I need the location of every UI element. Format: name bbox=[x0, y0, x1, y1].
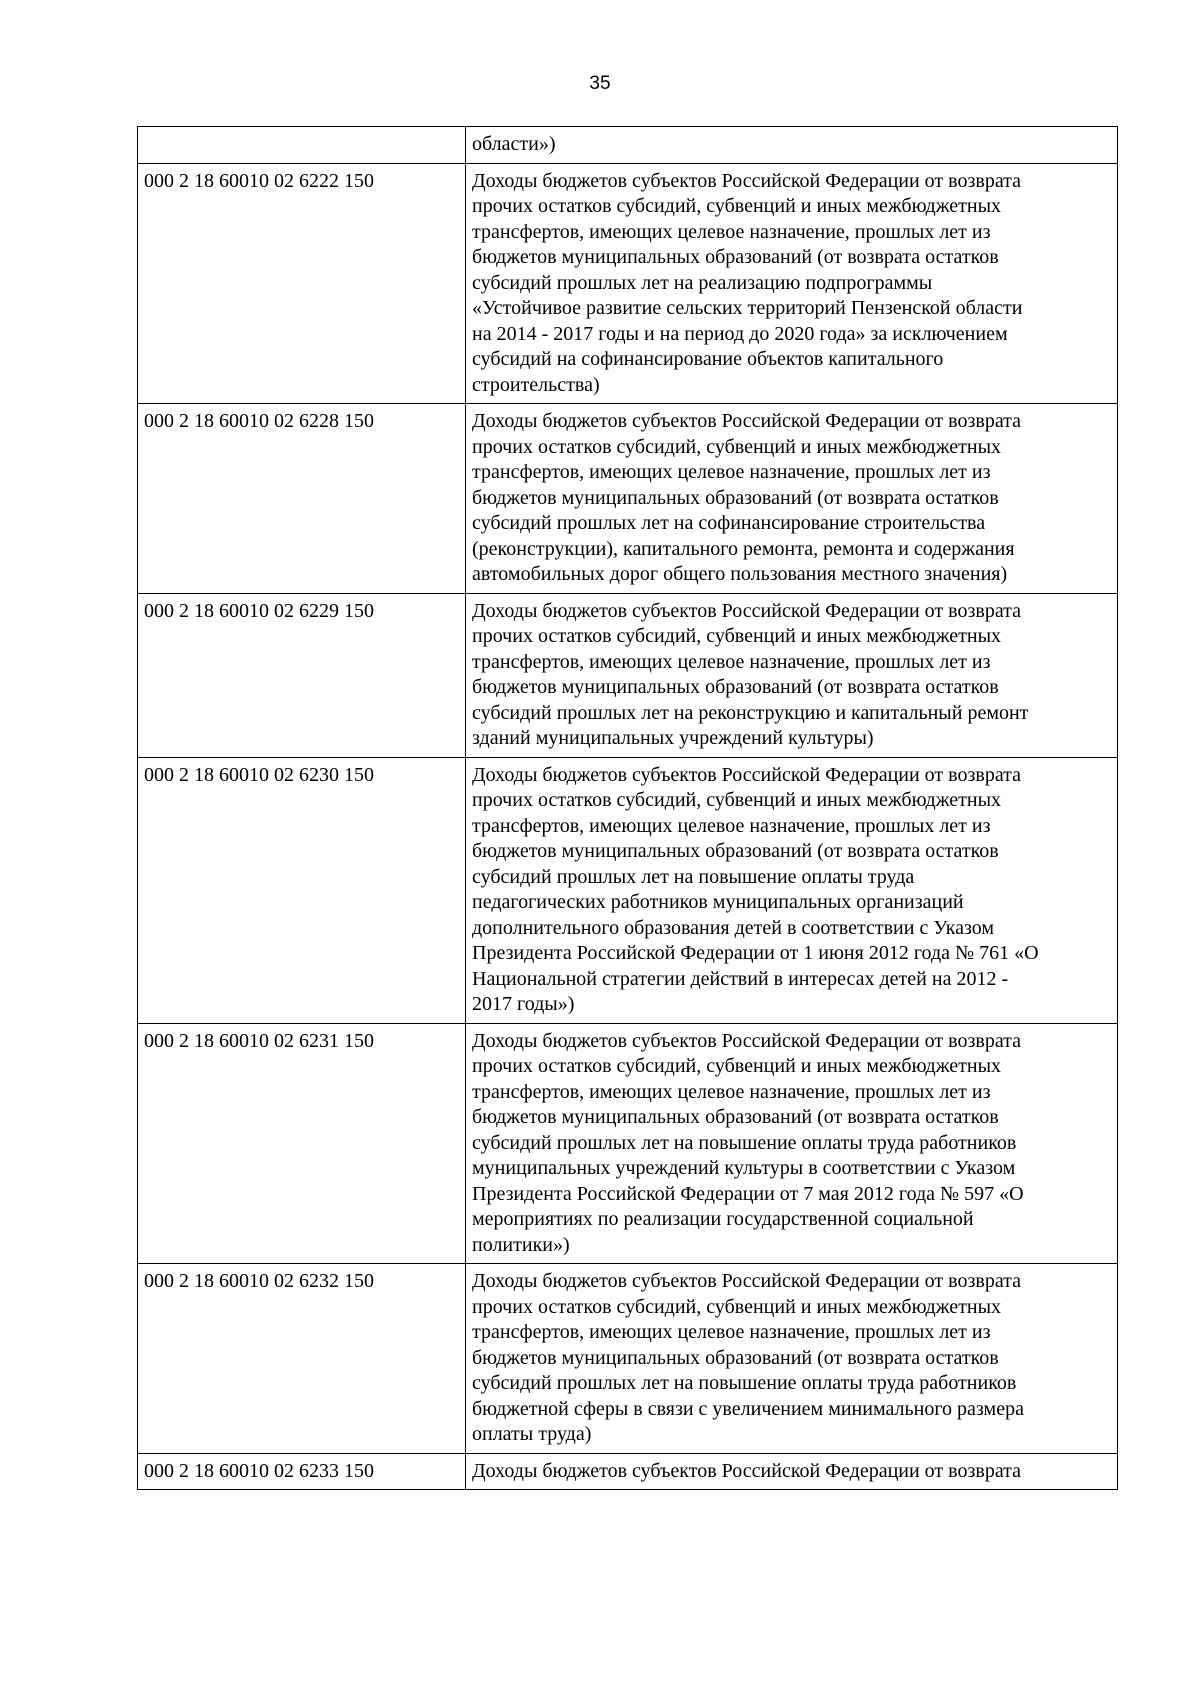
description-line: трансфертов, имеющих целевое назначение, прошлых лет из bbox=[472, 220, 991, 243]
income-description-cell bbox=[466, 757, 1118, 1023]
income-code-cell bbox=[138, 127, 466, 164]
description-line: трансфертов, имеющих целевое назначение, прошлых лет из bbox=[472, 461, 991, 483]
description-line: Доходы бюджетов субъектов Российской Федерации от возврата bbox=[472, 599, 1022, 622]
description-line: бюджетов муниципальных образований (от возврата остатков bbox=[472, 486, 999, 509]
description-line: трансфертов, имеющих целевое назначение, прошлых лет из bbox=[472, 1080, 991, 1103]
description-line: Доходы бюджетов субъектов Российской Федерации от возврата bbox=[472, 169, 1022, 192]
income-code-cell: 000 2 18 60010 02 6228 150 bbox=[138, 404, 466, 594]
income-description-cell bbox=[466, 1264, 1118, 1454]
description-line: Доходы бюджетов субъектов Российской Федерации от возврата bbox=[472, 1459, 1022, 1482]
description-line: Президента Российской Федерации от 1 июня 2012 года № 761 «О bbox=[472, 942, 1039, 964]
description-line: области») bbox=[472, 133, 556, 155]
table-row bbox=[138, 1453, 1118, 1490]
table-row bbox=[138, 404, 1118, 594]
description-line: политики») bbox=[472, 1233, 570, 1256]
description-line: педагогических работников муниципальных организаций bbox=[472, 891, 964, 913]
description-line: субсидий прошлых лет на повышение оплаты труда работников bbox=[472, 1372, 1017, 1394]
description-line: бюджетов муниципальных образований (от возврата остатков bbox=[472, 246, 999, 268]
description-line: Доходы бюджетов субъектов Российской Федерации от возврата bbox=[472, 763, 1022, 786]
description-line: Доходы бюджетов субъектов Российской Федерации от возврата bbox=[472, 1270, 1022, 1292]
table-row bbox=[138, 1264, 1118, 1454]
description-line: муниципальных учреждений культуры в соответствии с Указом bbox=[472, 1157, 1016, 1179]
description-line: бюджетов муниципальных образований (от возврата остатков bbox=[472, 676, 999, 698]
income-description-cell bbox=[466, 127, 1118, 164]
description-line: дополнительного образования детей в соответствии с Указом bbox=[472, 916, 995, 939]
income-code-cell: 000 2 18 60010 02 6229 150 bbox=[138, 593, 466, 757]
description-line: трансфертов, имеющих целевое назначение, прошлых лет из bbox=[472, 814, 991, 837]
income-description-cell bbox=[466, 404, 1118, 594]
description-line: трансфертов, имеющих целевое назначение, прошлых лет из bbox=[472, 1321, 991, 1343]
income-description-cell bbox=[466, 593, 1118, 757]
table-row bbox=[138, 1023, 1118, 1264]
income-description-cell bbox=[466, 1023, 1118, 1264]
description-line: прочих остатков субсидий, субвенций и иных межбюджетных bbox=[472, 1055, 1002, 1077]
description-line: Доходы бюджетов субъектов Российской Федерации от возврата bbox=[472, 1029, 1022, 1052]
description-line: бюджетов муниципальных образований (от возврата остатков bbox=[472, 1346, 999, 1369]
description-line: бюджетной сферы в связи с увеличением минимального размера bbox=[472, 1397, 1024, 1420]
description-line: прочих остатков субсидий, субвенций и иных межбюджетных bbox=[472, 625, 1002, 647]
description-line: трансфертов, имеющих целевое назначение, прошлых лет из bbox=[472, 650, 991, 673]
income-code-cell: 000 2 18 60010 02 6232 150 bbox=[138, 1264, 466, 1454]
income-code-cell: 000 2 18 60010 02 6231 150 bbox=[138, 1023, 466, 1264]
description-line: субсидий прошлых лет на повышение оплаты труда работников bbox=[472, 1131, 1017, 1154]
table-row bbox=[138, 593, 1118, 757]
description-line: прочих остатков субсидий, субвенций и иных межбюджетных bbox=[472, 435, 1002, 458]
description-line: строительства) bbox=[472, 373, 600, 396]
description-line: субсидий прошлых лет на софинансирование строительства bbox=[472, 512, 986, 534]
description-line: субсидий прошлых лет на повышение оплаты труда bbox=[472, 865, 915, 888]
table-row bbox=[138, 757, 1118, 1023]
description-line: прочих остатков субсидий, субвенций и иных межбюджетных bbox=[472, 789, 1002, 811]
table-row bbox=[138, 163, 1118, 404]
description-line: субсидий прошлых лет на реализацию подпрограммы bbox=[472, 271, 933, 294]
description-line: «Устойчивое развитие сельских территорий Пензенской области bbox=[472, 297, 1023, 319]
description-line: оплаты труда) bbox=[472, 1423, 592, 1445]
description-line: мероприятиях по реализации государственной социальной bbox=[472, 1208, 974, 1230]
income-code-cell: 000 2 18 60010 02 6233 150 bbox=[138, 1453, 466, 1490]
description-line: (реконструкции), капитального ремонта, ремонта и содержания bbox=[472, 537, 1015, 560]
description-line: субсидий прошлых лет на реконструкцию и капитальный ремонт bbox=[472, 701, 1029, 724]
description-line: 2017 годы») bbox=[472, 993, 575, 1015]
description-line: субсидий на софинансирование объектов капитального bbox=[472, 348, 944, 370]
income-code-cell: 000 2 18 60010 02 6222 150 bbox=[138, 163, 466, 404]
description-line: бюджетов муниципальных образований (от возврата остатков bbox=[472, 1106, 999, 1128]
budget-codes-table bbox=[137, 126, 1118, 1490]
description-line: Доходы бюджетов субъектов Российской Федерации от возврата bbox=[472, 410, 1022, 432]
table-body bbox=[138, 127, 1118, 1490]
description-line: бюджетов муниципальных образований (от возврата остатков bbox=[472, 840, 999, 862]
description-line: прочих остатков субсидий, субвенций и иных межбюджетных bbox=[472, 195, 1002, 217]
description-line: зданий муниципальных учреждений культуры) bbox=[472, 727, 874, 749]
description-line: автомобильных дорог общего пользования местного значения) bbox=[472, 563, 1008, 585]
page-number: 35 bbox=[589, 73, 611, 94]
income-description-cell bbox=[466, 1453, 1118, 1490]
income-code-cell: 000 2 18 60010 02 6230 150 bbox=[138, 757, 466, 1023]
table-row bbox=[138, 127, 1118, 164]
description-line: прочих остатков субсидий, субвенций и иных межбюджетных bbox=[472, 1295, 1002, 1318]
description-line: на 2014 - 2017 годы и на период до 2020 года» за исключением bbox=[472, 322, 1008, 345]
income-description-cell bbox=[466, 163, 1118, 404]
description-line: Национальной стратегии действий в интересах детей на 2012 - bbox=[472, 967, 1009, 990]
description-line: Президента Российской Федерации от 7 мая 2012 года № 597 «О bbox=[472, 1182, 1024, 1205]
